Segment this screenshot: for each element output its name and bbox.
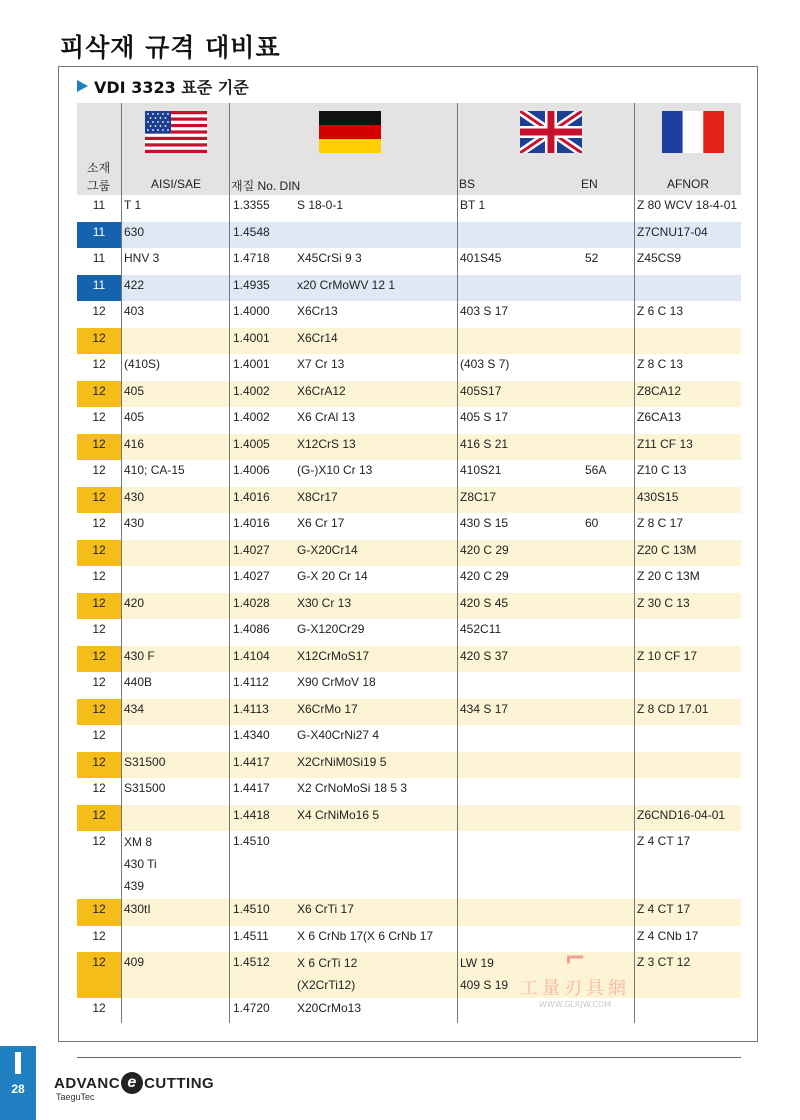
aisi-header: AISI/SAE — [151, 177, 202, 191]
table-row — [77, 222, 741, 249]
din-cell: x20 CrMoWV 12 1 — [297, 277, 396, 292]
row-background — [121, 998, 741, 1025]
afnor-cell: Z 4 CT 17 — [637, 834, 691, 848]
aisi-cell-line: XM 8 — [124, 835, 153, 849]
material-no-cell: 1.4000 — [233, 304, 270, 318]
watermark-name: 工量刃具網 — [520, 978, 630, 999]
row-background — [121, 619, 741, 646]
row-background — [121, 778, 741, 805]
afnor-cell: Z 4 CNb 17 — [637, 928, 699, 943]
table-row — [77, 831, 741, 899]
din-cell: G-X40CrNi27 4 — [297, 728, 380, 742]
din-cell: (G-)X10 Cr 13 — [297, 463, 373, 477]
material-no-cell: 1.4002 — [233, 383, 270, 398]
bs-cell: 416 S 21 — [460, 436, 509, 451]
material-group-cell: 12 — [92, 728, 106, 742]
en-cell: 60 — [585, 516, 599, 530]
en-header: EN — [581, 177, 598, 191]
table-row — [77, 899, 741, 926]
din-cell: X6CrMo 17 — [297, 701, 358, 716]
table-header — [77, 103, 741, 195]
din-cell: X6CrA12 — [297, 383, 346, 398]
din-cell: X 6 CrNb 17(X 6 CrNb 17 — [297, 928, 434, 943]
aisi-cell: 405 — [124, 383, 145, 398]
material-group-cell: 12 — [77, 899, 121, 926]
logo-e-icon: e — [121, 1072, 143, 1094]
din-cell: X6 CrAl 13 — [297, 410, 356, 424]
afnor-header: AFNOR — [667, 177, 709, 191]
material-group-cell: 12 — [92, 357, 106, 371]
en-cell: 56A — [585, 463, 607, 477]
watermark — [520, 944, 630, 1009]
din-cell: X2 CrNoMoSi 18 5 3 — [297, 781, 408, 795]
afnor-cell: Z45CS9 — [637, 251, 682, 265]
material-group-cell: 11 — [92, 251, 106, 265]
material-group-cell: 12 — [77, 540, 121, 567]
table-row — [77, 487, 741, 514]
afnor-cell: Z20 C 13M — [637, 542, 697, 557]
afnor-cell: Z 8 C 13 — [637, 357, 684, 371]
din-cell: X7 Cr 13 — [297, 357, 345, 371]
aisi-cell: 430 — [124, 516, 145, 530]
material-group-cell: 12 — [92, 516, 106, 530]
bs-cell-line: 409 S 19 — [460, 978, 509, 992]
aisi-cell: 430 — [124, 489, 145, 504]
bs-cell: 420 C 29 — [460, 542, 509, 557]
material-group-cell: 12 — [77, 805, 121, 832]
afnor-cell: Z 20 C 13M — [637, 569, 700, 583]
material-group-cell: 12 — [92, 675, 106, 689]
afnor-cell: Z 3 CT 12 — [637, 955, 691, 969]
usa-flag-icon — [145, 111, 207, 153]
afnor-cell: Z8CA12 — [637, 383, 682, 398]
material-no-cell: 1.4512 — [233, 955, 270, 969]
afnor-cell: Z6CND16-04-01 — [637, 807, 726, 822]
material-group-cell: 12 — [92, 410, 106, 424]
din-cell: X4 CrNiMo16 5 — [297, 807, 380, 822]
din-cell: X12CrMoS17 — [297, 648, 370, 663]
aisi-cell: 405 — [124, 410, 145, 424]
material-group-cell: 12 — [77, 646, 121, 673]
column-divider — [121, 103, 122, 1023]
table-row — [77, 646, 741, 673]
material-no-cell: 1.4718 — [233, 251, 270, 265]
afnor-cell: Z 6 C 13 — [637, 304, 684, 318]
afnor-cell: Z6CA13 — [637, 410, 682, 424]
bs-cell: 405S17 — [460, 383, 502, 398]
din-cell: X12CrS 13 — [297, 436, 356, 451]
aisi-cell: 422 — [124, 277, 145, 292]
table-frame — [58, 66, 758, 1042]
logo-text-left: ADVANC — [54, 1074, 121, 1092]
table-row — [77, 301, 741, 328]
afnor-cell: 430S15 — [637, 489, 679, 504]
material-no-cell: 1.4006 — [233, 463, 270, 477]
din-cell: X6Cr14 — [297, 330, 338, 345]
aisi-cell: 440B — [124, 675, 153, 689]
row-background — [121, 752, 741, 779]
material-no-cell: 1.4417 — [233, 754, 270, 769]
din-cell: X20CrMo13 — [297, 1001, 362, 1015]
aisi-cell: (410S) — [124, 357, 161, 371]
bs-cell: 434 S 17 — [460, 701, 509, 716]
material-group-cell: 12 — [92, 463, 106, 477]
material-group-cell: 12 — [77, 487, 121, 514]
material-group-cell: 12 — [77, 381, 121, 408]
din-cell — [297, 952, 357, 996]
bs-cell: 420 S 37 — [460, 648, 509, 663]
uk-flag-icon — [520, 111, 582, 153]
germany-flag-icon — [319, 111, 381, 153]
aisi-cell: T 1 — [124, 198, 142, 212]
watermark-logo-icon: ⌐ — [564, 944, 586, 974]
din-cell: G-X 20 Cr 14 — [297, 569, 368, 583]
bs-cell: 403 S 17 — [460, 304, 509, 318]
material-group-cell: 12 — [77, 593, 121, 620]
aisi-cell: 430tI — [124, 902, 151, 916]
material-group-cell: 12 — [92, 622, 106, 636]
material-no-cell: 1.4935 — [233, 277, 270, 292]
din-cell: X45CrSi 9 3 — [297, 251, 362, 265]
afnor-cell: Z7CNU17-04 — [637, 224, 708, 239]
din-header: 재질 No. DIN — [231, 179, 301, 193]
group-header-line1: 소재 — [87, 161, 111, 175]
aisi-cell-line: 439 — [124, 879, 145, 893]
material-no-cell: 1.4027 — [233, 542, 270, 557]
aisi-cell: 409 — [124, 955, 145, 969]
aisi-cell: 420 — [124, 595, 145, 610]
material-no-cell: 1.4510 — [233, 902, 270, 916]
row-background — [121, 328, 741, 355]
material-group-cell: 12 — [92, 928, 106, 943]
column-divider — [634, 103, 635, 1023]
material-no-cell: 1.4417 — [233, 781, 270, 795]
din-cell: X6 CrTi 17 — [297, 902, 354, 916]
page-title: 피삭재 규격 대비표 — [60, 33, 281, 62]
row-background — [121, 275, 741, 302]
material-group-cell: 12 — [92, 781, 106, 795]
aisi-cell-line: 430 Ti — [124, 857, 157, 871]
material-no-cell: 1.4027 — [233, 569, 270, 583]
table-row — [77, 926, 741, 953]
aisi-cell: 434 — [124, 701, 145, 716]
material-no-cell: 1.4510 — [233, 834, 270, 848]
din-cell: X2CrNiM0Si19 5 — [297, 754, 387, 769]
table-row — [77, 354, 741, 381]
bs-cell: 420 S 45 — [460, 595, 509, 610]
bs-cell: 430 S 15 — [460, 516, 509, 530]
table-row — [77, 195, 741, 222]
bs-cell: 405 S 17 — [460, 410, 509, 424]
table-row — [77, 513, 741, 540]
material-no-cell: 1.4086 — [233, 622, 270, 636]
material-no-cell: 1.4001 — [233, 330, 270, 345]
aisi-cell: 410; CA-15 — [124, 463, 185, 477]
table-row — [77, 593, 741, 620]
din-cell: G-X120Cr29 — [297, 622, 365, 636]
material-no-cell: 1.4005 — [233, 436, 270, 451]
afnor-cell: Z11 CF 13 — [637, 436, 693, 451]
afnor-cell: Z 10 CF 17 — [637, 648, 698, 663]
din-cell-line: X 6 CrTi 12 — [297, 956, 358, 970]
material-group-cell: 12 — [77, 434, 121, 461]
material-no-cell: 1.4113 — [233, 701, 269, 716]
material-no-cell: 1.4511 — [233, 928, 269, 943]
din-cell-line: (X2CrTi12) — [297, 978, 356, 992]
material-group-cell: 12 — [77, 752, 121, 779]
din-cell: X30 Cr 13 — [297, 595, 352, 610]
material-group-cell: 11 — [77, 222, 121, 249]
bs-cell: 452C11 — [460, 622, 502, 636]
material-group-cell: 12 — [77, 952, 121, 998]
table-row — [77, 248, 741, 275]
material-no-cell: 1.4548 — [233, 224, 270, 239]
afnor-cell: Z 80 WCV 18-4-01 — [637, 198, 738, 212]
bs-cell: (403 S 7) — [460, 357, 510, 371]
table-row — [77, 672, 741, 699]
table-row — [77, 275, 741, 302]
table-row — [77, 407, 741, 434]
table-row — [77, 619, 741, 646]
bs-header: BS — [459, 177, 476, 191]
section-header — [77, 73, 249, 99]
aisi-cell: 630 — [124, 224, 145, 239]
material-no-cell: 1.4112 — [233, 675, 269, 689]
din-cell: X8Cr17 — [297, 489, 338, 504]
material-no-cell: 1.4016 — [233, 516, 270, 530]
aisi-cell: HNV 3 — [124, 251, 160, 265]
table-body — [77, 195, 741, 1057]
table-row — [77, 752, 741, 779]
page-number: 28 — [11, 1082, 25, 1096]
aisi-cell: 416 — [124, 436, 145, 451]
advance-cutting-logo — [54, 1072, 214, 1104]
afnor-cell: Z 30 C 13 — [637, 595, 690, 610]
material-group-cell: 12 — [92, 1001, 106, 1015]
material-group-cell: 12 — [77, 699, 121, 726]
afnor-cell: Z 8 CD 17.01 — [637, 701, 709, 716]
bs-cell: Z8C17 — [460, 489, 497, 504]
material-no-cell: 1.4001 — [233, 357, 270, 371]
table-row — [77, 952, 741, 998]
material-no-cell: 1.4340 — [233, 728, 270, 742]
column-divider — [457, 103, 458, 1023]
row-background — [121, 672, 741, 699]
bs-cell: BT 1 — [460, 198, 486, 212]
table-row — [77, 460, 741, 487]
material-group-cell: 12 — [92, 569, 106, 583]
table-row — [77, 434, 741, 461]
france-flag-icon — [662, 111, 724, 153]
bs-cell: 401S45 — [460, 251, 502, 265]
table-row — [77, 805, 741, 832]
standards-table — [77, 103, 741, 1057]
material-no-cell: 1.3355 — [233, 198, 270, 212]
bs-cell-line: LW 19 — [460, 956, 494, 970]
bs-cell: 410S21 — [460, 463, 502, 477]
table-row — [77, 778, 741, 805]
afnor-cell: Z10 C 13 — [637, 463, 687, 477]
material-no-cell: 1.4720 — [233, 1001, 270, 1015]
material-group-cell: 12 — [92, 304, 106, 318]
material-group-cell: 12 — [92, 834, 106, 848]
column-divider — [229, 103, 230, 1023]
table-bottom-rule — [77, 1057, 741, 1058]
table-row — [77, 725, 741, 752]
material-no-cell: 1.4104 — [233, 648, 270, 663]
table-row — [77, 540, 741, 567]
material-group-cell: 12 — [77, 328, 121, 355]
table-row — [77, 328, 741, 355]
en-cell: 52 — [585, 251, 599, 265]
chapter-letter-glyph — [15, 1052, 21, 1074]
table-row — [77, 998, 741, 1025]
bs-cell: 420 C 29 — [460, 569, 509, 583]
material-no-cell: 1.4016 — [233, 489, 270, 504]
material-no-cell: 1.4002 — [233, 410, 270, 424]
material-no-cell: 1.4028 — [233, 595, 270, 610]
table-row — [77, 699, 741, 726]
din-cell: G-X20Cr14 — [297, 542, 358, 557]
afnor-cell: Z 8 C 17 — [637, 516, 684, 530]
table-row — [77, 381, 741, 408]
triangle-bullet-icon — [77, 80, 88, 92]
material-no-cell: 1.4418 — [233, 807, 270, 822]
aisi-cell: S31500 — [124, 781, 166, 795]
din-cell: S 18-0-1 — [297, 198, 344, 212]
material-group-cell: 11 — [77, 275, 121, 302]
row-background — [121, 725, 741, 752]
din-cell: X6 Cr 17 — [297, 516, 345, 530]
aisi-cell: S31500 — [124, 754, 166, 769]
afnor-cell: Z 4 CT 17 — [637, 902, 691, 916]
aisi-cell: 403 — [124, 304, 145, 318]
table-row — [77, 566, 741, 593]
material-group-cell: 11 — [92, 198, 106, 212]
bs-cell — [460, 952, 508, 996]
watermark-url: WWW.GLRJW.COM — [538, 1000, 612, 1009]
aisi-cell — [124, 831, 157, 897]
din-cell: X6Cr13 — [297, 304, 338, 318]
group-header-line2: 그룹 — [87, 179, 111, 193]
logo-subtitle: TaeguTec — [56, 1092, 95, 1102]
din-cell: X90 CrMoV 18 — [297, 675, 376, 689]
aisi-cell: 430 F — [124, 648, 155, 663]
logo-text-right: CUTTING — [144, 1074, 215, 1092]
section-title: VDI 3323 표준 기준 — [94, 77, 249, 97]
